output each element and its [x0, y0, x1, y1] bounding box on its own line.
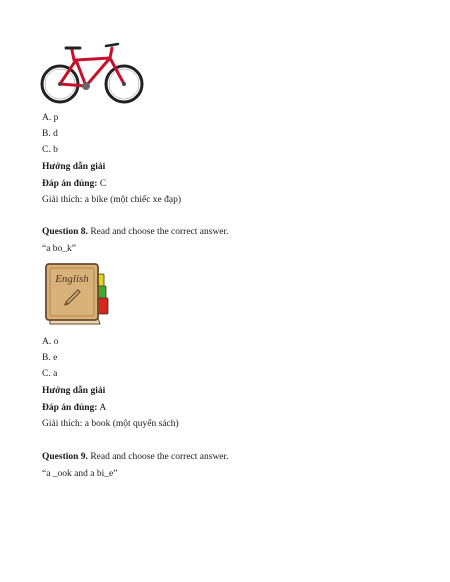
q8-answer: [42, 402, 106, 414]
q9-instruction: Read and choose the correct answer.: [90, 452, 229, 462]
q7-option-c: C. b: [42, 145, 58, 155]
q8-option-c: C. a: [42, 369, 58, 379]
bicycle-image: [38, 38, 146, 108]
q9-label: Question 9.: [42, 452, 88, 462]
q8-option-a: A. o: [42, 337, 59, 347]
q7-answer-label: Đáp án đúng:: [42, 179, 98, 189]
q7-answer-value: C: [99, 179, 107, 189]
q8-prompt: “a bo_k”: [42, 244, 77, 254]
q8-answer-label: Đáp án đúng:: [42, 403, 98, 413]
q7-answer: [42, 178, 106, 190]
q7-explanation: Giải thích: a bike (một chiếc xe đạp): [42, 195, 182, 205]
q7-option-b: B. d: [42, 129, 58, 139]
q8-explanation: Giải thích: a book (một quyển sách): [42, 419, 179, 429]
q8-instruction: Read and choose the correct answer.: [90, 227, 229, 237]
book-cover-text: English: [55, 273, 89, 285]
q9-heading: [42, 451, 229, 463]
q8-answer-value: A: [99, 403, 107, 413]
q8-guide-heading: Hướng dẫn giải: [42, 386, 106, 396]
q8-heading: [42, 226, 229, 238]
q7-option-a: A. p: [42, 113, 59, 123]
q8-option-b: B. e: [42, 353, 58, 363]
q9-prompt: “a _ook and a bi_e”: [42, 469, 118, 479]
q7-guide-heading: Hướng dẫn giải: [42, 162, 106, 172]
book-image: [42, 262, 114, 328]
q8-label: Question 8.: [42, 227, 88, 237]
